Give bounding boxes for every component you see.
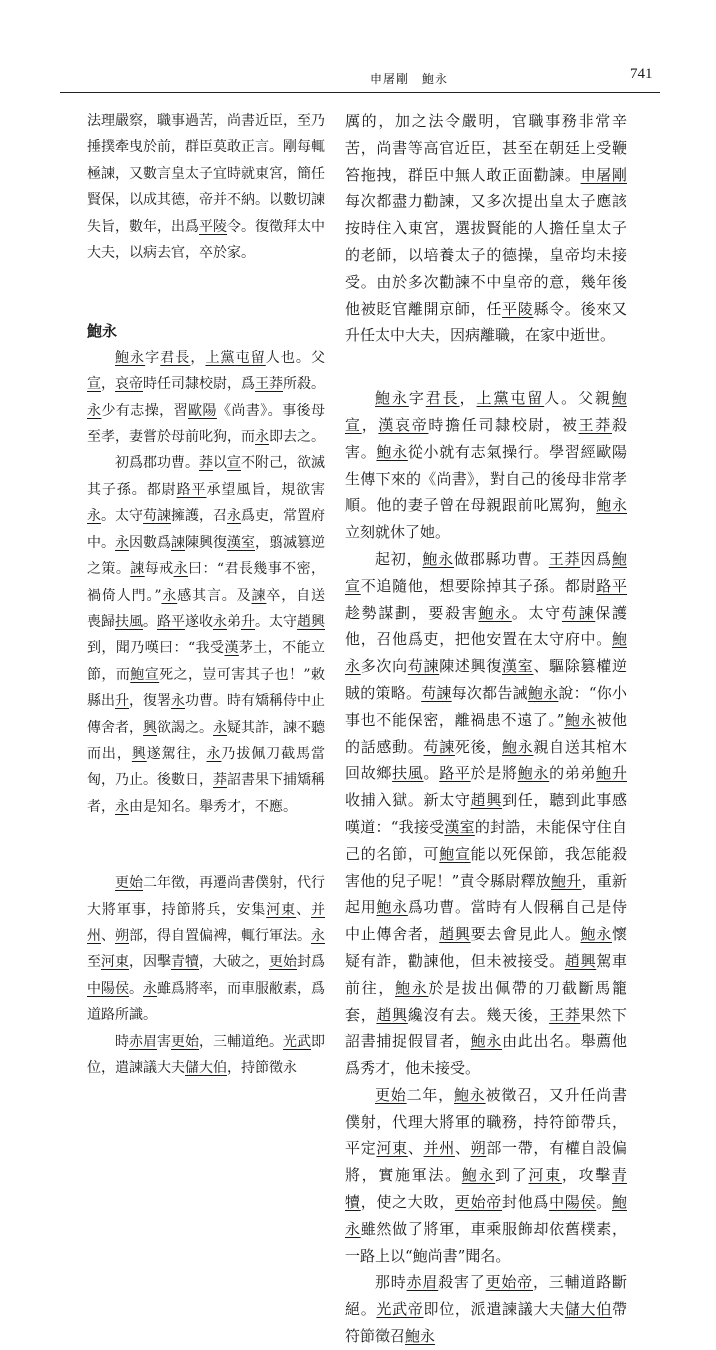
proper-noun: 趙興 xyxy=(376,1005,408,1024)
proper-noun: 更始 xyxy=(375,1085,407,1104)
proper-noun: 趙興 xyxy=(564,951,597,970)
proper-noun: 鮑宣 xyxy=(345,549,627,595)
text-run: 害 xyxy=(157,1033,171,1050)
text-run: 。太守 xyxy=(511,603,562,622)
proper-noun: 王莽 xyxy=(548,549,581,568)
text-run: 陳興復 xyxy=(185,534,227,551)
text-run: 時擔任司隸校尉，被 xyxy=(428,415,579,434)
text-run: 初爲郡功曹。 xyxy=(115,455,199,472)
proper-noun: 鮑永 xyxy=(375,389,409,408)
proper-noun: 鮑永 xyxy=(461,1166,496,1185)
text-run: 、 xyxy=(407,1139,424,1158)
right-para-4 xyxy=(345,1269,627,1349)
text-run: 功曹。時有矯稱侍中止傳舍者， xyxy=(87,693,325,736)
proper-noun: 趙興 xyxy=(297,613,325,630)
proper-noun: 漢室 xyxy=(227,534,255,551)
proper-noun: 永 xyxy=(206,745,222,762)
text-run: 每戒 xyxy=(144,561,174,578)
proper-noun: 更始 xyxy=(269,954,297,971)
proper-noun: 苟諫 xyxy=(407,657,440,676)
proper-noun: 屯留 xyxy=(235,349,266,366)
right-column xyxy=(345,108,627,1350)
text-run: 《尚書》。事後母至孝，妻嘗於母前叱狗，而 xyxy=(87,402,325,446)
proper-noun: 趙興 xyxy=(470,791,503,810)
proper-noun: 王莽 xyxy=(255,376,283,393)
text-run: 封爲 xyxy=(297,954,325,971)
text-run: 即位，遣諫議大夫 xyxy=(87,1033,325,1076)
proper-noun: 苟諫 xyxy=(423,737,455,756)
text-run: 、 xyxy=(296,901,312,918)
proper-noun: 永 xyxy=(87,402,102,419)
text-run: 每次都盡力勸諫，又多次提出皇太子應該按時住入東宮，選拔賢能的人擔任皇太子的老師，以培養太子的德操，皇帝均未接受。由於多次勸諫不中皇帝的意，幾年後他被貶官離開京師，任 xyxy=(345,192,627,318)
right-para-3 xyxy=(345,1082,627,1270)
proper-noun: 鮑永 xyxy=(345,1193,627,1238)
text-run: 封他爲 xyxy=(502,1193,550,1212)
right-para-2 xyxy=(345,546,627,1082)
proper-noun: 莽 xyxy=(199,455,213,472)
section-title: 鮑永 xyxy=(87,322,118,341)
proper-noun: 鮑永 xyxy=(478,603,512,622)
proper-noun: 君長 xyxy=(160,349,191,366)
proper-noun: 扶風 xyxy=(115,613,143,630)
page-number: 741 xyxy=(630,66,653,82)
text-run: 厲的，加之法令嚴明，官職事務非常辛苦，尚書等高官近臣，甚至在朝廷上受鞭笞拖拽，群臣中無人敢正面勸諫。 xyxy=(345,112,627,184)
proper-noun: 苟諫 xyxy=(143,508,171,525)
text-run: 於是將 xyxy=(470,764,518,783)
proper-noun: 儲大伯 xyxy=(564,1300,612,1319)
proper-noun: 永 xyxy=(87,508,101,525)
text-run: 趁勢謀劃，要殺害 xyxy=(345,603,479,622)
text-run: 死後， xyxy=(454,737,503,756)
text-run: 。 xyxy=(596,1193,612,1212)
proper-noun: 更始帝 xyxy=(454,1193,503,1212)
left-para-4 xyxy=(87,1029,325,1082)
proper-noun: 扶風 xyxy=(392,764,424,783)
left-para-1 xyxy=(87,345,325,451)
text-run: ，因擊 xyxy=(129,954,171,971)
proper-noun: 莽 xyxy=(213,772,227,789)
text-run: 茅土，不能立節，而 xyxy=(87,640,326,683)
text-run: 字 xyxy=(145,349,161,366)
text-run: ， xyxy=(101,376,115,393)
proper-noun: 永 xyxy=(311,927,325,944)
proper-noun: 鮑永 xyxy=(564,710,597,729)
proper-noun: 鮑宣 xyxy=(439,844,471,863)
text-run: ，大破之， xyxy=(199,954,269,971)
proper-noun: 赤眉 xyxy=(406,1273,439,1292)
proper-noun: 永 xyxy=(115,798,129,815)
text-run: 因爲 xyxy=(580,549,612,568)
text-run: 字 xyxy=(408,389,426,408)
proper-noun: 漢哀帝 xyxy=(378,415,429,434)
text-run: 所殺。 xyxy=(283,376,325,393)
running-head: 申屠剛 鮑永 xyxy=(370,72,449,86)
proper-noun: 永 xyxy=(143,980,157,997)
text-run: 因數爲 xyxy=(129,534,171,551)
proper-noun: 河東 xyxy=(528,1166,562,1185)
text-run: 要去會見此人。 xyxy=(470,925,581,944)
proper-noun: 永 xyxy=(173,561,189,578)
proper-noun: 鮑永 xyxy=(376,898,408,917)
text-run: 欲謁之。 xyxy=(157,719,213,736)
proper-noun: 鮑永 xyxy=(596,496,627,515)
text-run: 雖爲將率，而車服敝素，爲道路所識。 xyxy=(87,980,325,1024)
text-run: ，持節徵永 xyxy=(227,1060,297,1076)
proper-noun: 路平 xyxy=(157,613,185,630)
text-run: 部，得自置偏裨，輒行軍法。 xyxy=(129,927,311,944)
text-run: 起初， xyxy=(375,549,423,568)
text-run: 感其言。及 xyxy=(177,587,252,604)
proper-noun: 朔 xyxy=(115,927,129,944)
proper-noun: 平陵 xyxy=(502,299,534,318)
text-run: 保護他，召他爲吏，把他安置在太守府中。 xyxy=(345,603,627,649)
proper-noun: 漢室 xyxy=(502,657,534,676)
proper-noun: 路平 xyxy=(176,481,207,498)
text-run: 到了 xyxy=(495,1166,529,1185)
proper-noun: 鮑永 xyxy=(517,764,550,783)
text-run: 疑其詐，諫不聽而出， xyxy=(87,719,325,762)
text-run: 擁護，召 xyxy=(171,508,227,525)
proper-noun: 青犢 xyxy=(345,1166,627,1212)
text-run: 遂駕往， xyxy=(146,745,207,762)
proper-noun: 河東 xyxy=(101,954,129,971)
proper-noun: 鮑永 xyxy=(453,1085,486,1104)
text-run: 收捕入獄。新太守 xyxy=(345,791,471,810)
text-run: ，三輔道绝。 xyxy=(199,1033,283,1050)
text-run: 果然下詔書捕捉假冒者， xyxy=(345,1005,627,1051)
proper-noun: 鮑永 xyxy=(580,925,612,944)
proper-noun: 上黨 xyxy=(476,389,511,408)
proper-noun: 赤眉 xyxy=(129,1033,157,1050)
proper-noun: 鮑宣 xyxy=(130,666,160,683)
text-run: 被他的話感動。 xyxy=(345,710,627,756)
text-run: 殺害了 xyxy=(438,1273,486,1292)
proper-noun: 鮑永 xyxy=(395,978,429,997)
text-run: 、 xyxy=(454,1139,471,1158)
proper-noun: 鮑永 xyxy=(115,349,146,366)
text-run: ， xyxy=(190,349,206,366)
text-run: 時 xyxy=(115,1033,129,1050)
text-run: 由是知名。舉秀才，不應。 xyxy=(129,798,297,815)
proper-noun: 興 xyxy=(131,745,147,762)
proper-noun: 屯留 xyxy=(510,389,545,408)
proper-noun: 諫 xyxy=(171,534,185,551)
text-run: 即位，派遣諫議大夫 xyxy=(423,1300,565,1319)
text-run: 法理嚴察，職事過苦，尚書近臣，至乃捶撲牽曳於前，群臣莫敢正言。剛每輒極諫，又數言皇太子宜時就東宮，簡任賢保，以成其德，帝并不納。以數切諫失旨，數年，出爲 xyxy=(87,113,325,235)
proper-noun: 河東 xyxy=(376,1139,408,1158)
proper-noun: 申屠剛 xyxy=(580,165,627,184)
text-run: ，三輔道路斷絕。 xyxy=(345,1273,627,1319)
text-run: 二年徵，再遷尚書僕射，代行大將軍事，持節將兵，安集 xyxy=(87,875,325,918)
text-run: 時任司隸校尉，爲 xyxy=(143,376,255,393)
proper-noun: 鮑升 xyxy=(596,764,627,783)
proper-noun: 哀帝 xyxy=(115,376,143,393)
text-run: 做郡縣功曹。 xyxy=(453,549,549,568)
text-run: 、 xyxy=(101,927,115,944)
header-rule xyxy=(60,92,660,93)
text-run: ，攻擊 xyxy=(561,1166,612,1185)
text-run: 遂收 xyxy=(185,613,213,630)
proper-noun: 鮑升 xyxy=(551,871,582,890)
proper-noun: 宣 xyxy=(87,376,101,393)
text-run: 爲功曹。當時有人假稱自己是侍中止傳舍者， xyxy=(345,898,627,944)
right-para-1 xyxy=(345,385,627,546)
proper-noun: 苟諫 xyxy=(561,603,596,622)
text-run: 人。父親 xyxy=(544,389,612,408)
text-run: 卒，自送喪歸 xyxy=(87,587,326,630)
left-para-0 xyxy=(87,108,325,266)
text-run: 二年， xyxy=(406,1085,454,1104)
proper-noun: 并州 xyxy=(423,1139,455,1158)
proper-noun: 漢室 xyxy=(444,817,475,836)
text-run: 部一帶，有權自設偏將，實施軍法。 xyxy=(345,1139,627,1185)
text-run: 、驅除篡權逆賊的策略。 xyxy=(345,657,627,702)
text-run: 那時 xyxy=(375,1273,407,1292)
left-para-3 xyxy=(87,870,325,1028)
text-run: 以 xyxy=(213,455,227,472)
text-run: 說：“你小事也不能保密，離禍患不遠了。” xyxy=(345,683,627,729)
proper-noun: 王莽 xyxy=(549,1005,581,1024)
text-run: 不追隨他，想要除掉其子孫。都尉 xyxy=(360,576,597,595)
text-run: 能以死保節，我怎能殺害他的兒子呢！”責令縣尉釋放 xyxy=(345,844,627,890)
text-run: 即去之。 xyxy=(269,429,325,446)
text-run: 立刻就休了她。 xyxy=(345,523,451,542)
text-run: 親自送其棺木回故鄉 xyxy=(345,737,627,783)
proper-noun: 青犢 xyxy=(171,954,199,971)
proper-noun: 漢 xyxy=(224,640,239,657)
proper-noun: 路平 xyxy=(596,576,627,595)
text-run: 至 xyxy=(87,954,101,971)
text-run: 。 xyxy=(143,613,157,630)
text-run: ， xyxy=(361,415,379,434)
text-run: 少有志操，習 xyxy=(101,402,189,419)
proper-noun: 路平 xyxy=(439,764,471,783)
right-para-0 xyxy=(345,108,627,349)
proper-noun: 永 xyxy=(161,587,178,604)
text-run: 懷疑有詐，勸諫他，但未被接受。 xyxy=(345,925,627,970)
proper-noun: 趙興 xyxy=(439,925,471,944)
proper-noun: 永 xyxy=(213,719,227,736)
text-run: 爲吏，常置府中。 xyxy=(87,508,325,551)
text-run: 被徵召，又升任尚書僕射，代理大將軍的職務，持符節帶兵，平定 xyxy=(345,1085,627,1158)
text-run: 帶符節徵召 xyxy=(345,1300,627,1346)
text-run: 纔沒有去。幾天後， xyxy=(407,1005,550,1024)
proper-noun: 鮑永 xyxy=(502,737,534,756)
text-run: 到，聞乃嘆曰：“我受 xyxy=(87,640,225,657)
text-run: ，使之大敗， xyxy=(360,1193,455,1212)
text-run: 到任，聽到此事感嘆道：“我接受 xyxy=(345,791,627,836)
proper-noun: 光武 xyxy=(283,1033,311,1050)
proper-noun: 鮑宣 xyxy=(345,389,627,434)
proper-noun: 升 xyxy=(115,693,129,710)
proper-noun: 更始 xyxy=(171,1033,199,1050)
proper-noun: 光武帝 xyxy=(376,1300,424,1319)
proper-noun: 永 xyxy=(115,534,129,551)
proper-noun: 中陽侯 xyxy=(549,1193,597,1212)
proper-noun: 鮑永 xyxy=(527,683,559,702)
text-run: 於是拔出佩帶的刀截斷馬籠套， xyxy=(345,978,627,1024)
text-run: 的弟弟 xyxy=(549,764,597,783)
text-run: 乃拔佩刀截馬當匈，乃止。後數日， xyxy=(87,745,326,789)
proper-noun: 并州 xyxy=(87,901,326,944)
proper-noun: 更始帝 xyxy=(485,1273,533,1292)
proper-noun: 永 xyxy=(255,429,269,446)
proper-noun: 永 xyxy=(171,693,185,710)
proper-noun: 永 xyxy=(227,508,241,525)
proper-noun: 王莽 xyxy=(578,415,612,434)
proper-noun: 宣 xyxy=(227,455,241,472)
proper-noun: 諫 xyxy=(251,587,267,604)
proper-noun: 平陵 xyxy=(199,218,227,235)
text-run: 多次向 xyxy=(360,657,408,676)
proper-noun: 中陽侯 xyxy=(87,980,129,997)
proper-noun: 鮑永 xyxy=(376,442,408,461)
proper-noun: 鮑永 xyxy=(422,549,454,568)
text-run: 縣令。後來又升任太中大夫，因病離職，在家中逝世。 xyxy=(345,299,627,345)
text-run: 陳述興復 xyxy=(439,657,503,676)
text-run: 駕車前往， xyxy=(345,951,627,997)
proper-noun: 儲大伯 xyxy=(185,1060,227,1076)
proper-noun: 更始 xyxy=(115,875,143,892)
text-run: 殺害。 xyxy=(345,415,627,461)
text-run: 每次都告誡 xyxy=(451,683,528,702)
proper-noun: 鮑永 xyxy=(405,1327,436,1346)
text-run: 不附己，欲滅其子孫。都尉 xyxy=(87,455,325,498)
text-run: 。 xyxy=(423,764,440,783)
proper-noun: 升 xyxy=(241,613,255,630)
proper-noun: 河東 xyxy=(266,901,297,918)
proper-noun: 上黨 xyxy=(205,349,236,366)
proper-noun: 朔 xyxy=(470,1139,487,1158)
proper-noun: 永 xyxy=(213,613,227,630)
left-column xyxy=(87,108,325,1081)
text-run: 人也。父 xyxy=(265,349,326,366)
text-run: 雖然做了將軍，車乘服飾却依舊樸素，一路上以“鮑尚書”聞名。 xyxy=(345,1219,627,1265)
text-run: 。 xyxy=(129,980,143,997)
text-run: 的封誥，未能保守住自己的名節，可 xyxy=(345,817,627,863)
text-run: 令。復徵拜太中大夫，以病去官，卒於家。 xyxy=(87,218,325,262)
proper-noun: 君長 xyxy=(425,389,460,408)
text-run: 詔書果下捕矯稱者， xyxy=(87,772,325,815)
proper-noun: 歐陽 xyxy=(188,402,217,419)
text-run: ，翦滅篡逆之策。 xyxy=(87,534,325,578)
text-run: 。太守 xyxy=(101,508,143,525)
left-para-2 xyxy=(87,450,325,820)
text-run: 承望風旨，規欲害 xyxy=(206,481,326,498)
text-run: 死之，豈可害其子也！”敕縣出 xyxy=(87,666,325,710)
text-run: 。太守 xyxy=(255,613,297,630)
proper-noun: 諫 xyxy=(130,561,145,578)
text-run: 從小就有志氣操行。學習經歐陽生傳下來的《尚書》，對自己的後母非常孝順。他的妻子曾在母親跟前叱罵狗， xyxy=(345,442,627,515)
text-run: 弟 xyxy=(227,613,241,630)
proper-noun: 鮑永 xyxy=(470,1032,503,1051)
text-run: ，重新起用 xyxy=(345,871,627,917)
proper-noun: 苟諫 xyxy=(421,683,452,702)
proper-noun: 興 xyxy=(143,719,157,736)
proper-noun: 鮑永 xyxy=(345,630,627,676)
text-run: ，復署 xyxy=(129,693,171,710)
text-run: 曰：“君長幾事不密，禍倚人門。” xyxy=(87,561,326,604)
text-run: 由此出名。舉薦他爲秀才，他未接受。 xyxy=(345,1032,627,1078)
text-run: ， xyxy=(459,389,477,408)
